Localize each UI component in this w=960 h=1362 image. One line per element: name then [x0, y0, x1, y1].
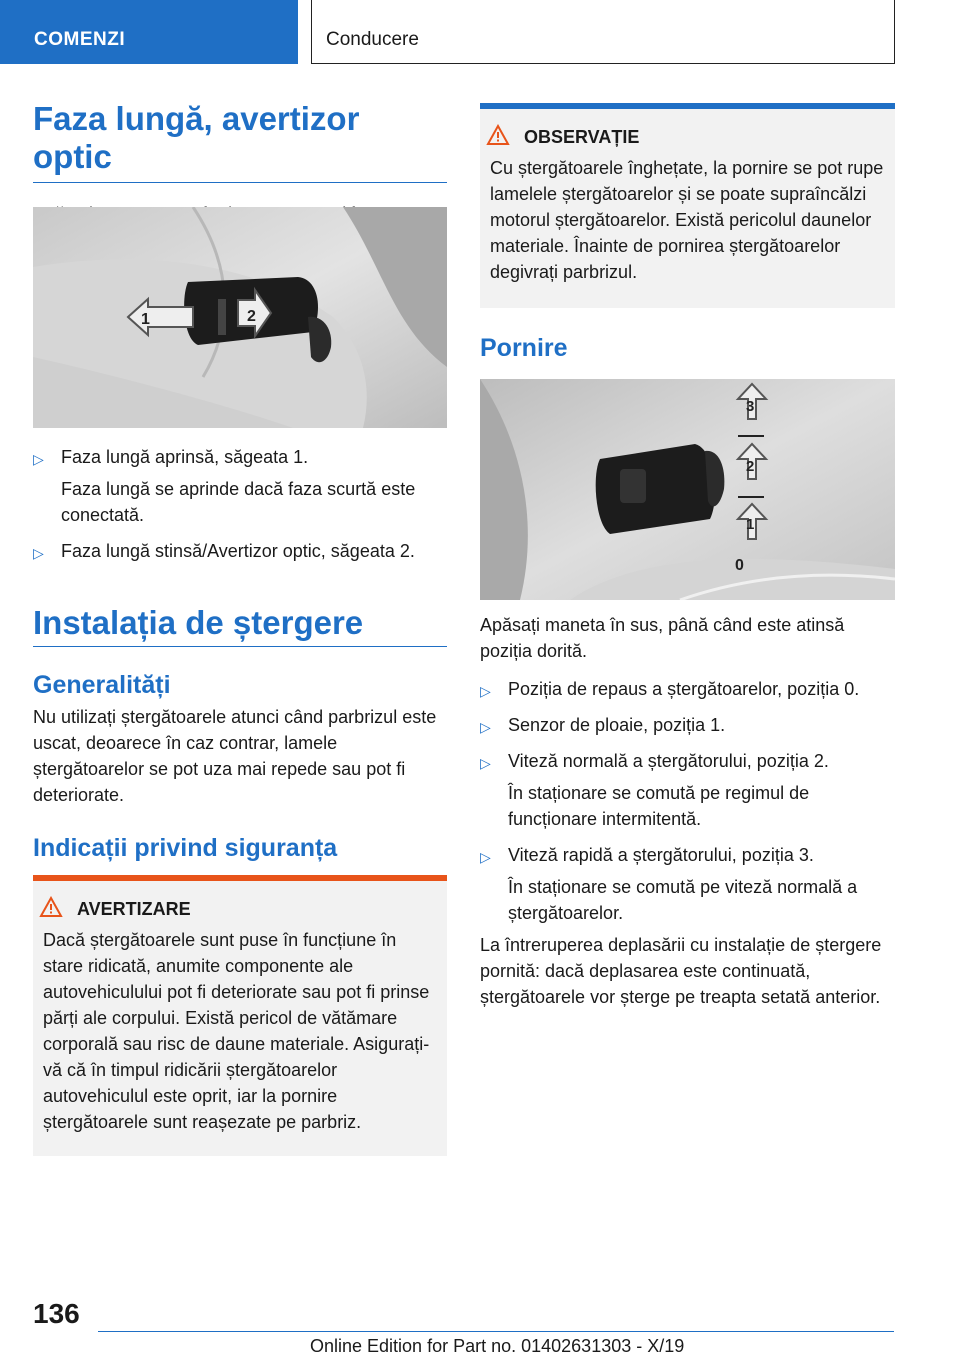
- triangle-right-icon: ▷: [33, 545, 44, 561]
- bullet-position-2-sub: În staționare se comută pe regimul de funcționare intermitentă.: [508, 783, 810, 829]
- notice-text: Cu ștergătoarele înghețate, la pornire se pot rupe lamelele ștergătoarelor și se poate supraîncălzi motorul ștergătoarelor. Există pericolul daunelor materiale. Înainte de pornirea ștergătoarelor degivrați parbrizul.: [490, 158, 884, 282]
- triangle-right-icon: ▷: [480, 719, 491, 735]
- bullet-position-3: ▷ Viteză rapidă a ștergătorului, poziția 3.: [480, 842, 895, 868]
- page-number: 136: [33, 1298, 80, 1329]
- position-2-label: 2: [746, 458, 755, 475]
- bullet-high-beam-on-sub: Faza lungă se aprinde dacă faza scurtă este conectată.: [61, 479, 416, 525]
- bullet-position-1: ▷ Senzor de ploaie, poziția 1.: [480, 712, 895, 738]
- warning-triangle-icon: [39, 896, 63, 918]
- chapter-title: Conducere: [311, 0, 895, 64]
- general-text: Nu utilizați ștergătoarele atunci când parbrizul este uscat, deoarece în caz contrar, lamele ștergătoarelor se pot uza mai repede sau pot fi deteriorate.: [33, 707, 437, 805]
- bullet-high-beam-on: ▷ Faza lungă aprinsă, săgeata 1.: [33, 444, 447, 470]
- notice-title: OBSERVAȚIE: [524, 125, 885, 149]
- high-beam-bullets: [33, 444, 447, 564]
- arrow-2-label: 2: [247, 308, 256, 325]
- warning-panel: [33, 875, 447, 1156]
- start-intro: Apăsați maneta în sus, până când este atinsă poziția dorită.: [480, 615, 845, 661]
- position-0-label: 0: [735, 557, 744, 574]
- arrow-1-label: 1: [141, 311, 150, 328]
- warning-title: AVERTIZARE: [77, 897, 437, 921]
- warning-triangle-icon: [486, 124, 510, 146]
- high-beam-stalk-image: [33, 207, 447, 428]
- heading-general: Generalități: [33, 671, 171, 699]
- heading-rule: [33, 182, 447, 183]
- heading-wipers: Instalația de ștergere: [33, 604, 364, 641]
- bullet-position-2: ▷ Viteză normală a ștergătorului, poziția 2.: [480, 748, 895, 774]
- triangle-right-icon: ▷: [480, 755, 491, 771]
- high-beam-illustration: [33, 207, 447, 428]
- closing-text: La întreruperea deplasării cu instalație de ștergere pornită: dacă deplasarea este continuată, ștergătoarele vor șterge pe treapta setată anterior.: [480, 935, 882, 1007]
- wiper-stalk-image: [480, 379, 895, 600]
- heading-start: Pornire: [480, 334, 568, 362]
- start-section: [480, 612, 895, 1010]
- triangle-right-icon: ▷: [480, 849, 491, 865]
- triangle-right-icon: ▷: [480, 683, 491, 699]
- bullet-high-beam-off: ▷ Faza lungă stinsă/Avertizor optic, săgeata 2.: [33, 538, 447, 564]
- bullet-position-0: ▷ Poziția de repaus a ștergătoarelor, poziția 0.: [480, 676, 895, 702]
- footer-edition: Online Edition for Part no. 01402631303 - X/19: [310, 1336, 685, 1356]
- notice-panel: [480, 103, 895, 308]
- heading-high-beam: Faza lungă, avertizor optic: [33, 100, 360, 175]
- bullet-position-3-sub: În staționare se comută pe viteză normală a ștergătoarelor.: [508, 877, 858, 923]
- wipers-section: [33, 604, 447, 863]
- heading-safety: Indicații privind siguranța: [33, 834, 338, 862]
- wiper-illustration: [480, 379, 895, 600]
- triangle-right-icon: ▷: [33, 451, 44, 467]
- warning-text: Dacă ștergătoarele sunt puse în funcțiune în stare ridicată, anumite componente ale autovehiculului pot fi deteriorate sau pot fi prinse părți ale corpului. Există pericol de vătămare corporală sau risc de daune materiale. Asigurați-vă că în timpul ridicării ștergătoarelor autovehiculul este oprit, iar la pornire ștergătoarele sunt reașezate pe parbriz.: [43, 930, 430, 1132]
- position-1-label: 1: [746, 516, 755, 533]
- heading-rule: [33, 646, 447, 647]
- section-tab: COMENZI: [0, 0, 298, 64]
- position-3-label: 3: [746, 398, 755, 415]
- footer-rule: [98, 1331, 894, 1332]
